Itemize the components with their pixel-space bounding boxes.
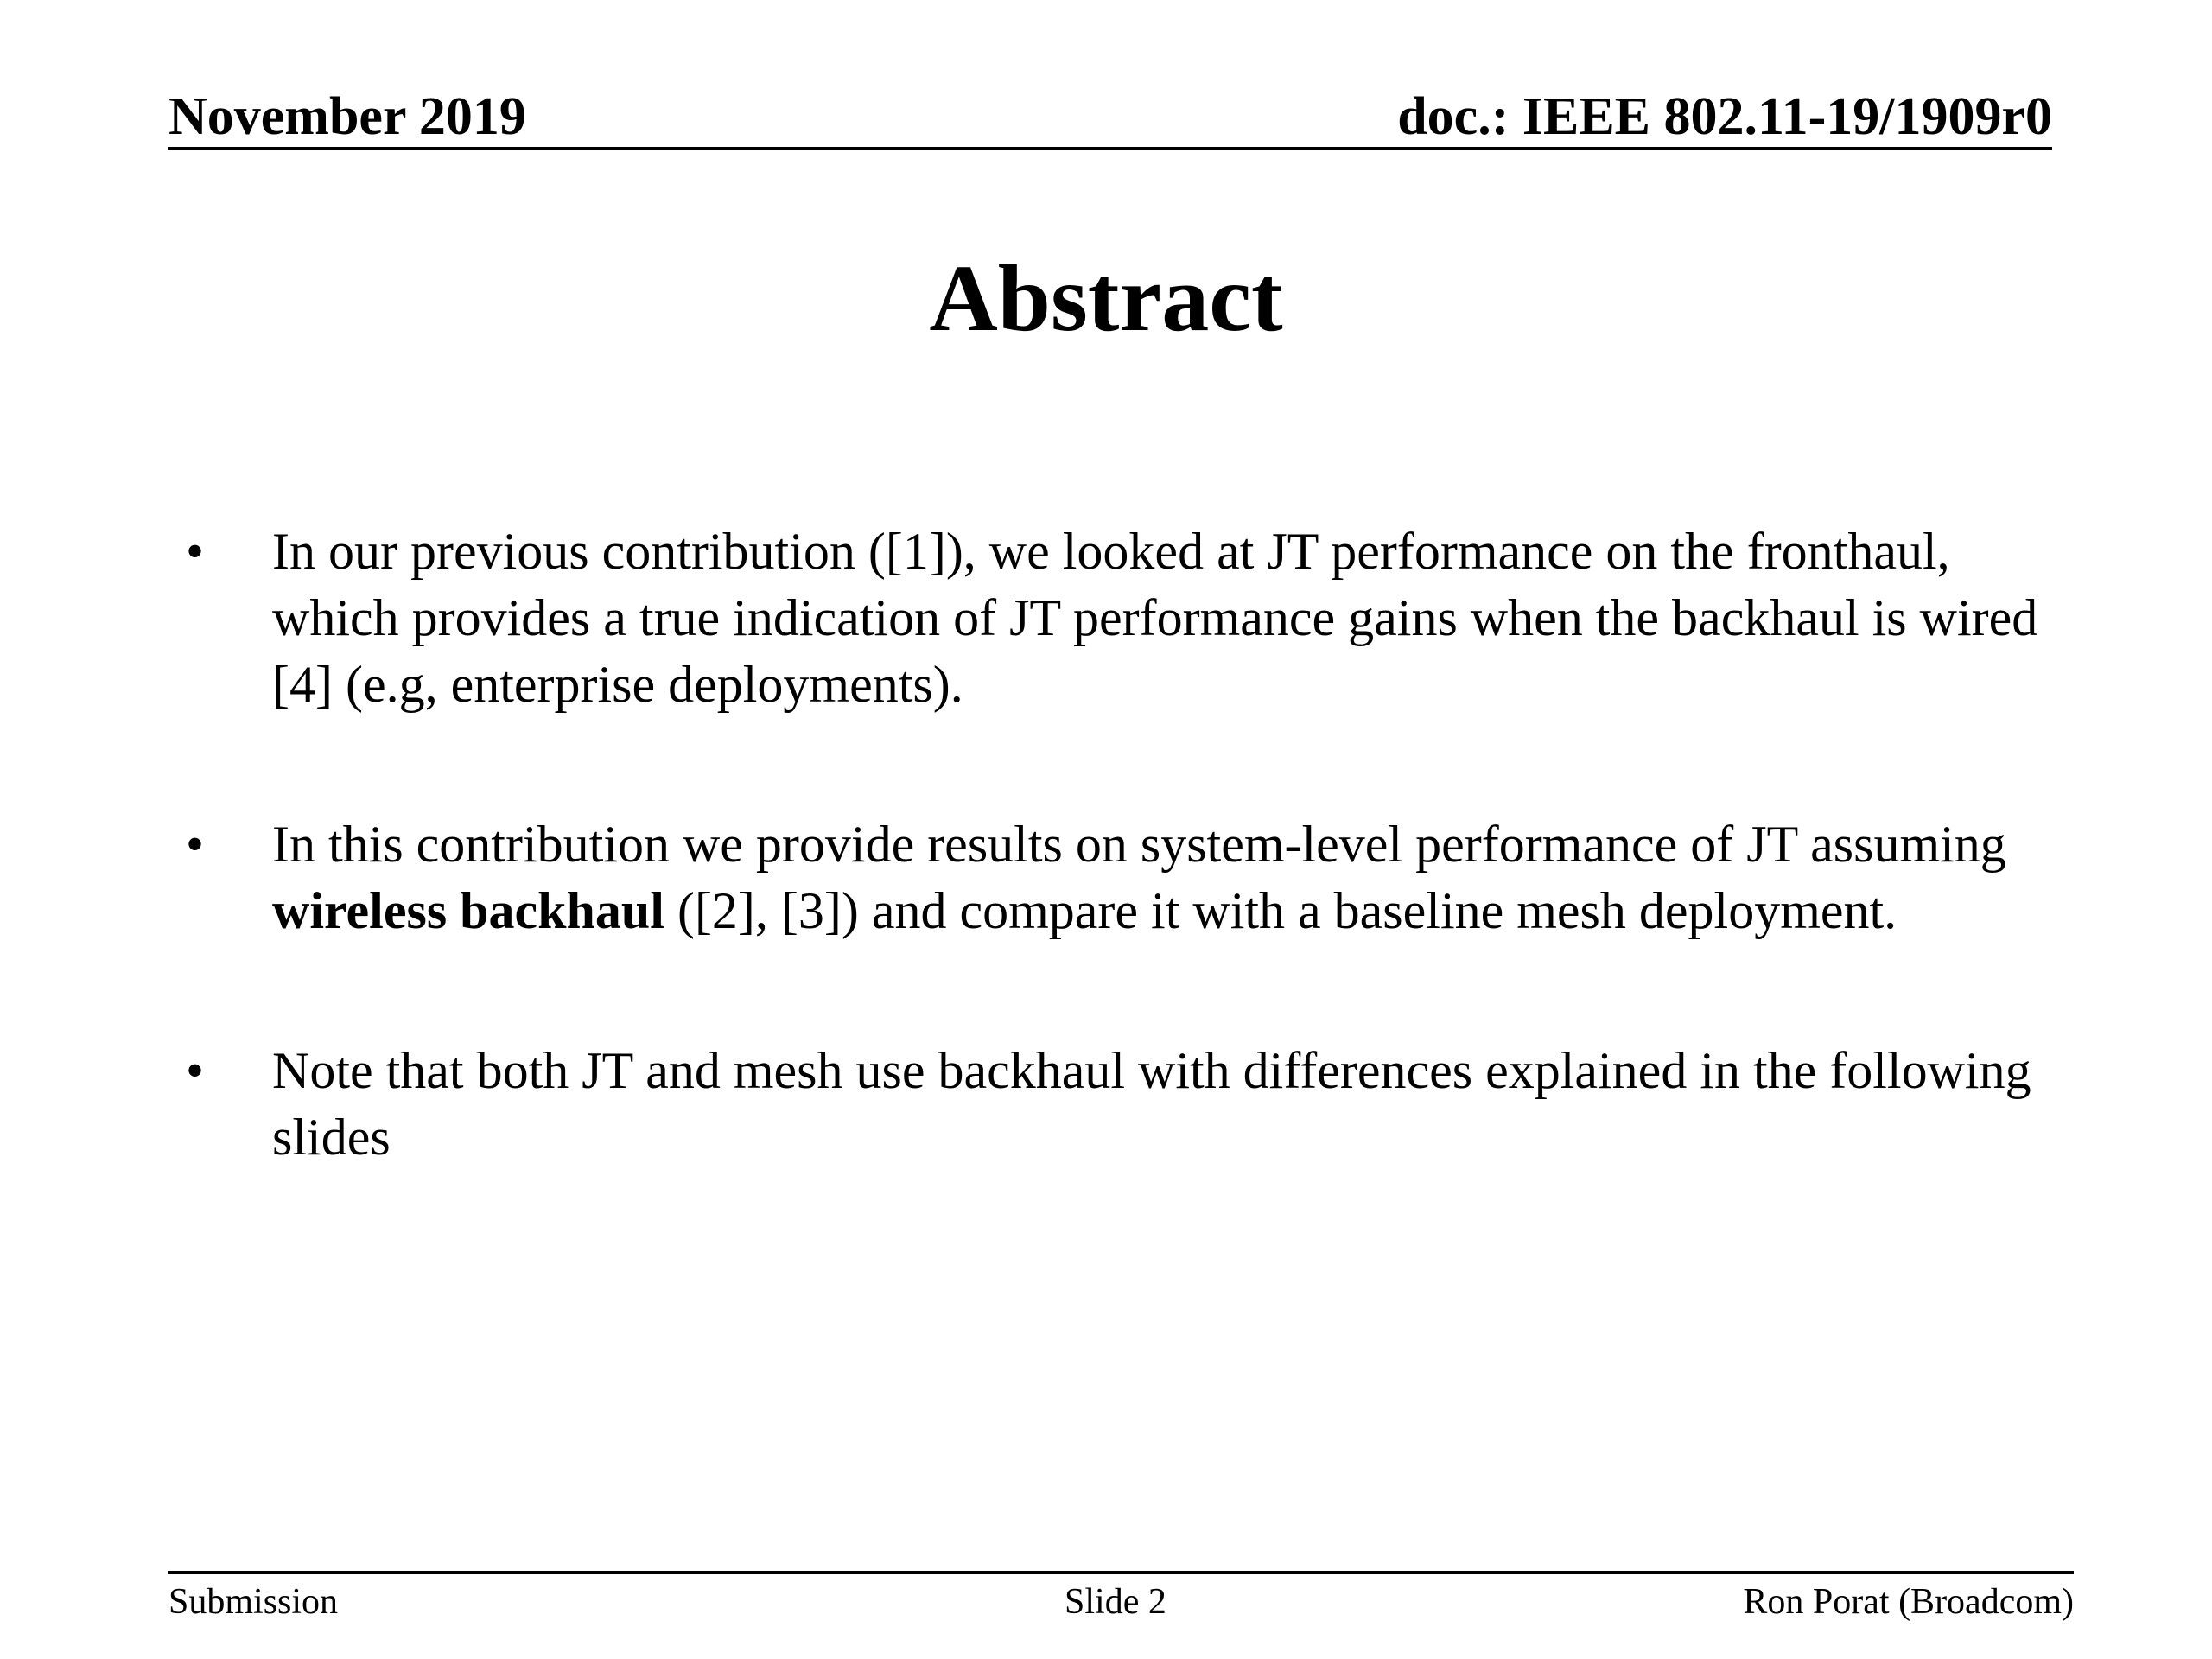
bullet-symbol: • — [186, 1042, 205, 1099]
bullet-text-before: In this contribution we provide results on system-level performance of JT assuming — [272, 816, 2006, 873]
bullet-bold-text: wireless backhaul — [272, 882, 664, 939]
bullet-text-after: ([2], [3]) and compare it with a baseline mesh deployment. — [664, 882, 1897, 939]
bullet-item — [168, 1038, 2052, 1171]
bullet-text: Note that both JT and mesh use backhaul with differences explained in the following slides — [272, 1042, 2031, 1166]
bullet-item — [168, 518, 2052, 718]
header-doc-id: doc.: IEEE 802.11-19/1909r0 — [1397, 87, 2052, 146]
bullet-symbol: • — [186, 523, 205, 580]
footer-slide-number: Slide 2 — [1065, 1582, 1166, 1622]
header-date: November 2019 — [168, 87, 526, 146]
slide-header — [168, 86, 2052, 150]
bullet-symbol: • — [186, 816, 205, 873]
slide-footer — [168, 1571, 2074, 1623]
footer-submission: Submission — [168, 1582, 339, 1622]
footer-author: Ron Porat (Broadcom) — [1743, 1582, 2074, 1622]
bullet-text: In our previous contribution ([1]), we looked at JT performance on the fronthaul, which provides a true indication of JT performance gains when the backhaul is wired [4] (e.g, enterprise deployments). — [272, 523, 2038, 713]
slide-title: Abstract — [929, 245, 1283, 351]
bullet-list — [168, 518, 2052, 1264]
bullet-item — [168, 811, 2052, 944]
